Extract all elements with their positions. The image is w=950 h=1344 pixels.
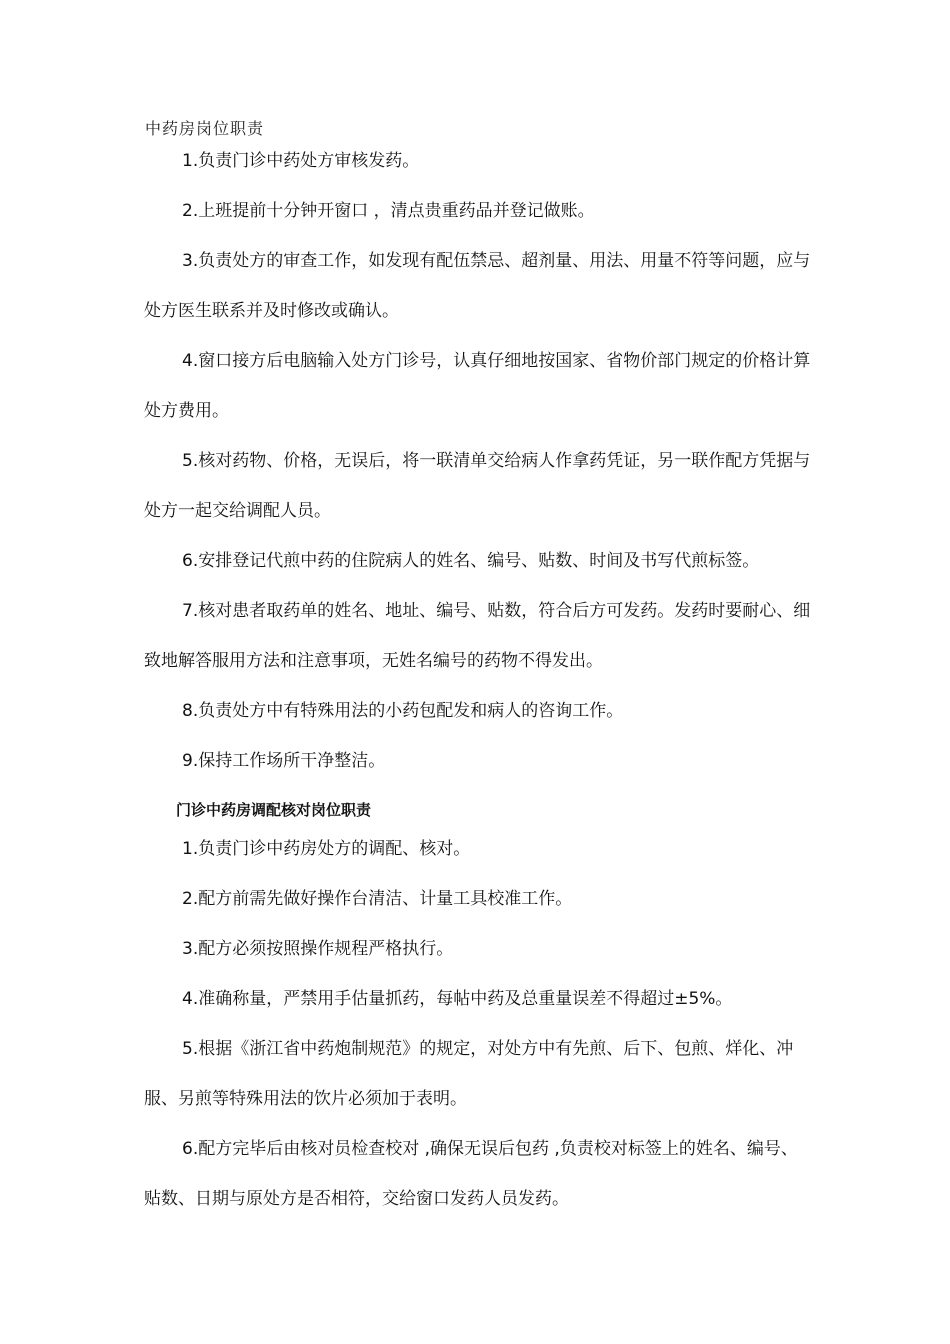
duty-item-1: 1.负责门诊中药处方审核发药。 bbox=[182, 151, 420, 171]
dispensing-item-6: 6.配方完毕后由核对员检查校对 ,确保无误后包药 ,负责校对标签上的姓名、编号、贴数、日期与原处方是否相符，交给窗口发药人员发药。 bbox=[144, 1139, 798, 1209]
duty-item-4: 4.窗口接方后电脑输入处方门诊号，认真仔细地按国家、省物价部门规定的价格计算处方费用。 bbox=[144, 351, 811, 421]
duty-item-2: 2.上班提前十分钟开窗口 ，清点贵重药品并登记做账。 bbox=[182, 201, 595, 221]
dispensing-item-1: 1.负责门诊中药房处方的调配、核对。 bbox=[182, 839, 471, 859]
duty-item-6: 6.安排登记代煎中药的住院病人的姓名、编号、贴数、时间及书写代煎标签。 bbox=[182, 551, 760, 571]
dispensing-item-4: 4.准确称量，严禁用手估量抓药，每帖中药及总重量误差不得超过±5%。 bbox=[182, 989, 733, 1009]
dispensing-item-5: 5.根据《浙江省中药炮制规范》的规定，对处方中有先煎、后下、包煎、烊化、冲服、另煎等特殊用法的饮片必须加于表明。 bbox=[144, 1039, 794, 1109]
duty-item-7: 7.核对患者取药单的姓名、地址、编号、贴数，符合后方可发药。发药时要耐心、细致地解答服用方法和注意事项，无姓名编号的药物不得发出。 bbox=[144, 601, 811, 671]
section-title: 门诊中药房调配核对岗位职责 bbox=[176, 801, 372, 819]
document-title: 中药房岗位职责 bbox=[145, 119, 265, 138]
duty-item-9: 9.保持工作场所干净整洁。 bbox=[182, 751, 386, 771]
dispensing-item-2: 2.配方前需先做好操作台清洁、计量工具校准工作。 bbox=[182, 889, 573, 909]
dispensing-item-3: 3.配方必须按照操作规程严格执行。 bbox=[182, 939, 454, 959]
duty-item-3: 3.负责处方的审查工作，如发现有配伍禁忌、超剂量、用法、用量不符等问题，应与处方医生联系并及时修改或确认。 bbox=[144, 251, 811, 321]
duty-item-5: 5.核对药物、价格，无误后，将一联清单交给病人作拿药凭证，另一联作配方凭据与处方一起交给调配人员。 bbox=[144, 451, 811, 521]
duty-item-8: 8.负责处方中有特殊用法的小药包配发和病人的咨询工作。 bbox=[182, 701, 624, 721]
